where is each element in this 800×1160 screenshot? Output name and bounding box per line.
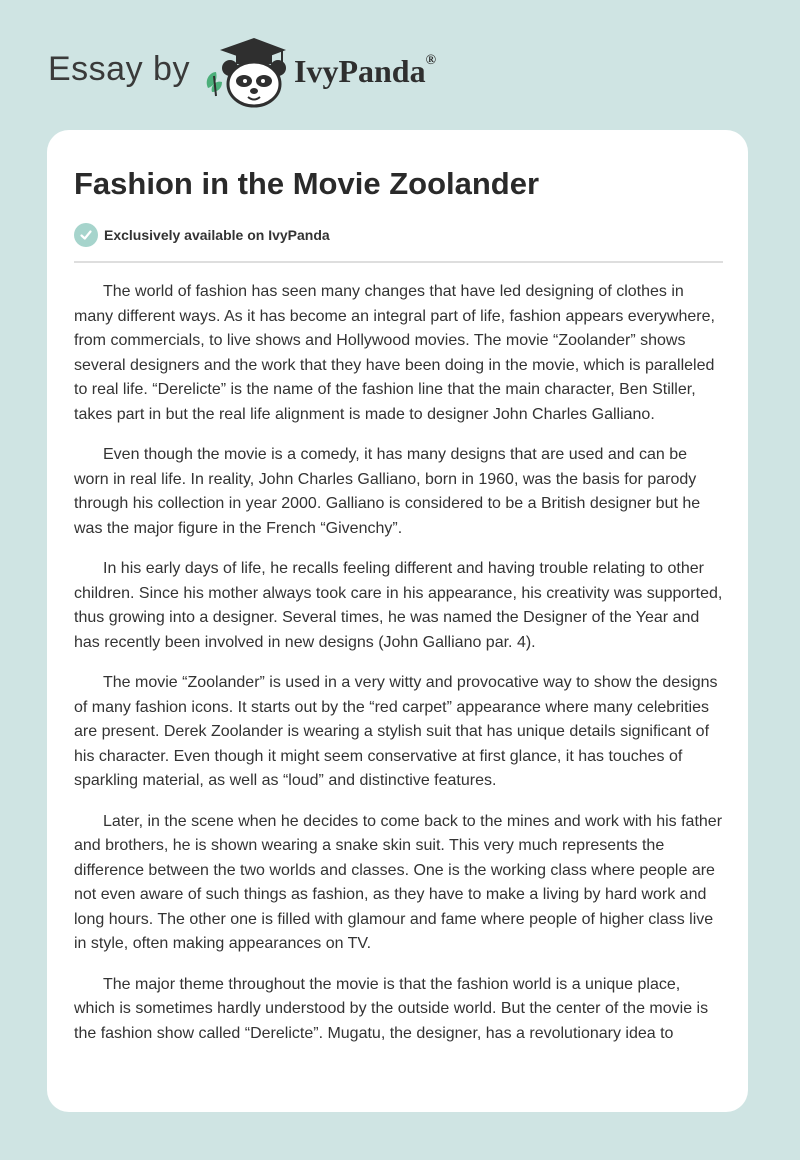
paragraph: The world of fashion has seen many changes that have led designing of clothes in many different ways. As it has become an integral part of life, fashion appears everywhere, from commercials, to live shows and Hollywood movies. The movie “Zoolander” shows several designers and the work that they have been doing in the movie, which is paralleled to real life. “Derelicte” is the name of the fashion line that the main character, Ben Stiller, takes part in but the real life alignment is made to designer John Charles Galliano. — [74, 283, 715, 423]
paragraph: Later, in the scene when he decides to come back to the mines and work with his father and brothers, he is shown wearing a snake skin suit. This very much represents the difference between the two worlds and classes. One is the working class where people are not even aware of such things as fashion, as they have to make a living by hard work and long hours. The other one is filled with glamour and fame where people of higher class live in style, often making appearances on TV. — [74, 812, 723, 952]
paragraph: The movie “Zoolander” is used in a very witty and provocative way to show the designs of many fashion icons. It starts out by the “red carpet” appearance where many celebrities are present. Derek Zoolander is wearing a stylish suit that has unique details significant of his character. Even though it might seem conservative at first glance, it has touches of sparkling material, as well as “loud” and distinctive features. — [74, 674, 718, 789]
paragraph: Even though the movie is a comedy, it has many designs that are used and can be worn in real life. In reality, John Charles Galliano, born in 1960, was the basis for parody through his collection in year 2000. Galliano is considered to be a British designer but he was the major figure in the French “Givenchy”. — [74, 446, 701, 537]
brand-header[interactable] — [48, 36, 468, 108]
paragraph: In his early days of life, he recalls feeling different and having trouble relating to other children. Since his mother always took care in his appearance, his creativity was supported, thus growing into a designer. Several times, he was named the Designer of the Year and has recently been involved in new designs (John Galliano par. 4). — [74, 560, 723, 651]
essay-body — [74, 280, 724, 1062]
badge-text: Exclusively available on IvyPanda — [104, 227, 330, 243]
page-title: Fashion in the Movie Zoolander — [74, 166, 540, 201]
paragraph: The major theme throughout the movie is that the fashion world is a unique place, which is sometimes hardly understood by the outside world. But the center of the movie is the fashion show called “Derelicte”. Mugatu, the designer, has a revolutionary idea to — [74, 975, 709, 1042]
panda-logo-icon — [202, 36, 290, 108]
check-icon — [74, 223, 98, 247]
essay-card — [47, 130, 748, 1112]
exclusive-badge — [74, 223, 330, 247]
brand-name — [294, 53, 436, 90]
checkmark-icon — [79, 228, 93, 242]
brand-name-text: IvyPanda — [294, 53, 426, 89]
divider — [74, 261, 723, 263]
essay-by-label: Essay by — [48, 50, 190, 88]
registered-mark: ® — [425, 53, 437, 69]
